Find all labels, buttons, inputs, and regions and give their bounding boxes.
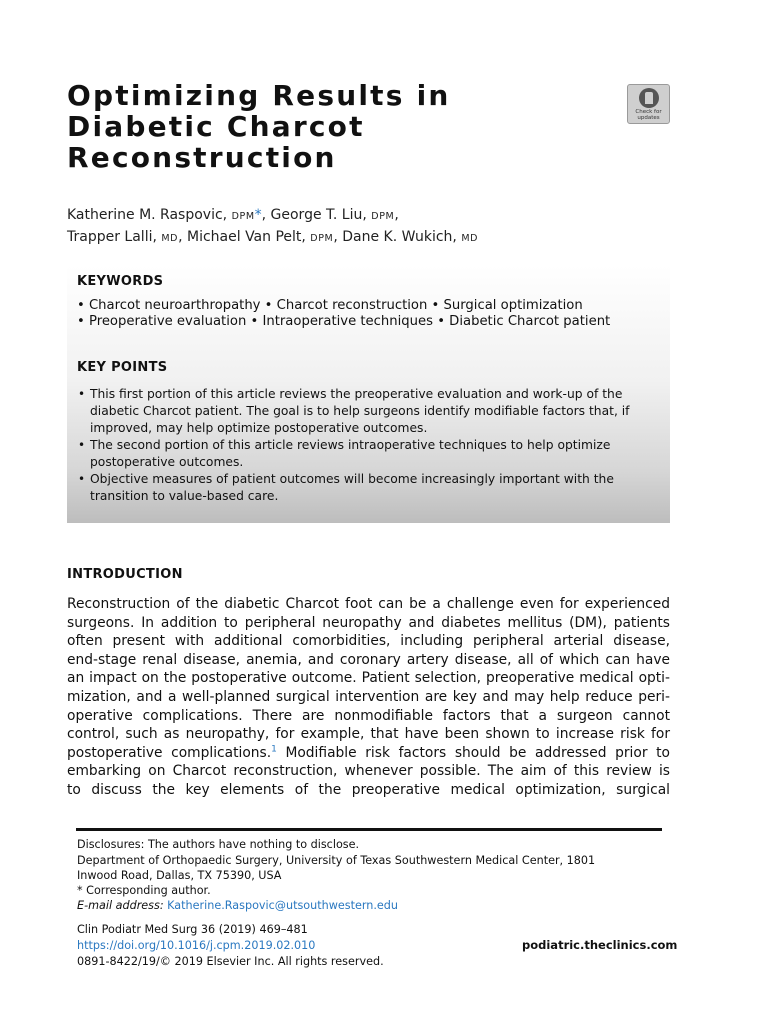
author-name: , Dane K. Wukich,: [333, 229, 457, 245]
title-line-1: Optimizing Results in: [67, 79, 451, 112]
author-name: Trapper Lalli,: [67, 229, 157, 245]
body-line: to discuss the key elements of the preoperative medical optimization, surgical: [67, 781, 670, 798]
author-separator: ,: [394, 207, 399, 223]
disclosures-note: Disclosures: The authors have nothing to disclose.: [77, 838, 360, 851]
author-line-2: [67, 227, 687, 249]
keywords-keypoints-box: [67, 265, 670, 523]
introduction-body: [67, 595, 670, 800]
doi-link[interactable]: https://doi.org/10.1016/j.cpm.2019.02.010: [77, 939, 316, 952]
author-degree: MD: [161, 233, 179, 244]
body-line: [67, 744, 670, 763]
body-line: an impact on the postoperative outcome. Patient selection, preoperative medical opti-: [67, 670, 670, 687]
footnote-divider: [76, 828, 662, 831]
key-point-item: • The second portion of this article reviews intraoperative techniques to help optimize postoperative outcomes.: [77, 437, 662, 471]
author-degree: MD: [461, 233, 479, 244]
author-name: , Michael Van Pelt,: [178, 229, 306, 245]
introduction-heading: INTRODUCTION: [67, 567, 183, 582]
check-for-updates-label: Check for updates: [635, 109, 662, 121]
keywords-heading: KEYWORDS: [77, 274, 164, 289]
key-points-list: [77, 386, 662, 505]
body-line: Reconstruction of the diabetic Charcot foot can be a challenge even for experienced: [67, 596, 670, 612]
affiliation-line-1: Department of Orthopaedic Surgery, University of Texas Southwestern Medical Center, 1801: [77, 854, 596, 867]
author-line-1: [67, 205, 687, 227]
affiliation-line-2: Inwood Road, Dallas, TX 75390, USA: [77, 869, 282, 882]
body-line: end-stage renal disease, anemia, and coronary artery disease, all of which can have: [67, 651, 670, 668]
key-points-heading: KEY POINTS: [77, 360, 168, 375]
keywords-line-2: • Preoperative evaluation • Intraoperative techniques • Diabetic Charcot patient: [77, 314, 611, 329]
body-line: surgeons. In addition to peripheral neuropathy and diabetes mellitus (DM), patients: [67, 614, 670, 631]
body-text-fragment: postoperative complications.: [67, 744, 272, 761]
author-list: [67, 205, 687, 249]
key-point-item: • Objective measures of patient outcomes will become increasingly important with the transition to value-based care.: [77, 471, 662, 505]
email-label: E-mail address:: [77, 899, 164, 912]
journal-website-link[interactable]: podiatric.theclinics.com: [522, 938, 678, 952]
key-point-item: • This first portion of this article reviews the preoperative evaluation and work-up of the diabetic Charcot patient. The goal is to help surgeons identify modifiable factors that, if improved, may help optimize postoperative outcomes.: [77, 386, 662, 437]
citation-line: Clin Podiatr Med Surg 36 (2019) 469–481: [77, 923, 308, 936]
corresponding-author-mark[interactable]: *: [254, 207, 262, 223]
author-name: , George T. Liu,: [261, 207, 367, 223]
email-line: [77, 898, 667, 914]
body-text-fragment: Modifiable risk factors should be addressed prior to: [276, 744, 670, 761]
author-name: Katherine M. Raspovic,: [67, 207, 228, 223]
body-line: often present with additional comorbidities, including peripheral arterial disease,: [67, 633, 670, 650]
title-line-3: Reconstruction: [67, 141, 337, 174]
crossmark-icon: [639, 88, 659, 108]
title-line-2: Diabetic Charcot: [67, 110, 365, 143]
check-for-updates-badge[interactable]: [627, 84, 670, 124]
author-degree: DPM: [231, 211, 255, 222]
article-title: [67, 80, 587, 173]
keywords-line-1: • Charcot neuroarthropathy • Charcot reconstruction • Surgical optimization: [77, 298, 583, 313]
body-line: operative complications. There are nonmodifiable factors that a surgeon cannot: [67, 707, 670, 724]
author-degree: DPM: [371, 211, 395, 222]
email-link[interactable]: Katherine.Raspovic@utsouthwestern.edu: [167, 899, 398, 912]
copyright-line: 0891-8422/19/© 2019 Elsevier Inc. All rights reserved.: [77, 955, 384, 968]
author-degree: DPM: [310, 233, 334, 244]
body-line: control, such as neuropathy, for example, that have been shown to increase risk for: [67, 726, 670, 743]
reference-link[interactable]: 1: [271, 744, 277, 755]
body-line: embarking on Charcot reconstruction, whenever possible. The aim of this review is: [67, 763, 670, 780]
corresponding-author-note: * Corresponding author.: [77, 884, 211, 897]
body-line: mization, and a well-planned surgical intervention are key and may help reduce peri-: [67, 688, 670, 705]
